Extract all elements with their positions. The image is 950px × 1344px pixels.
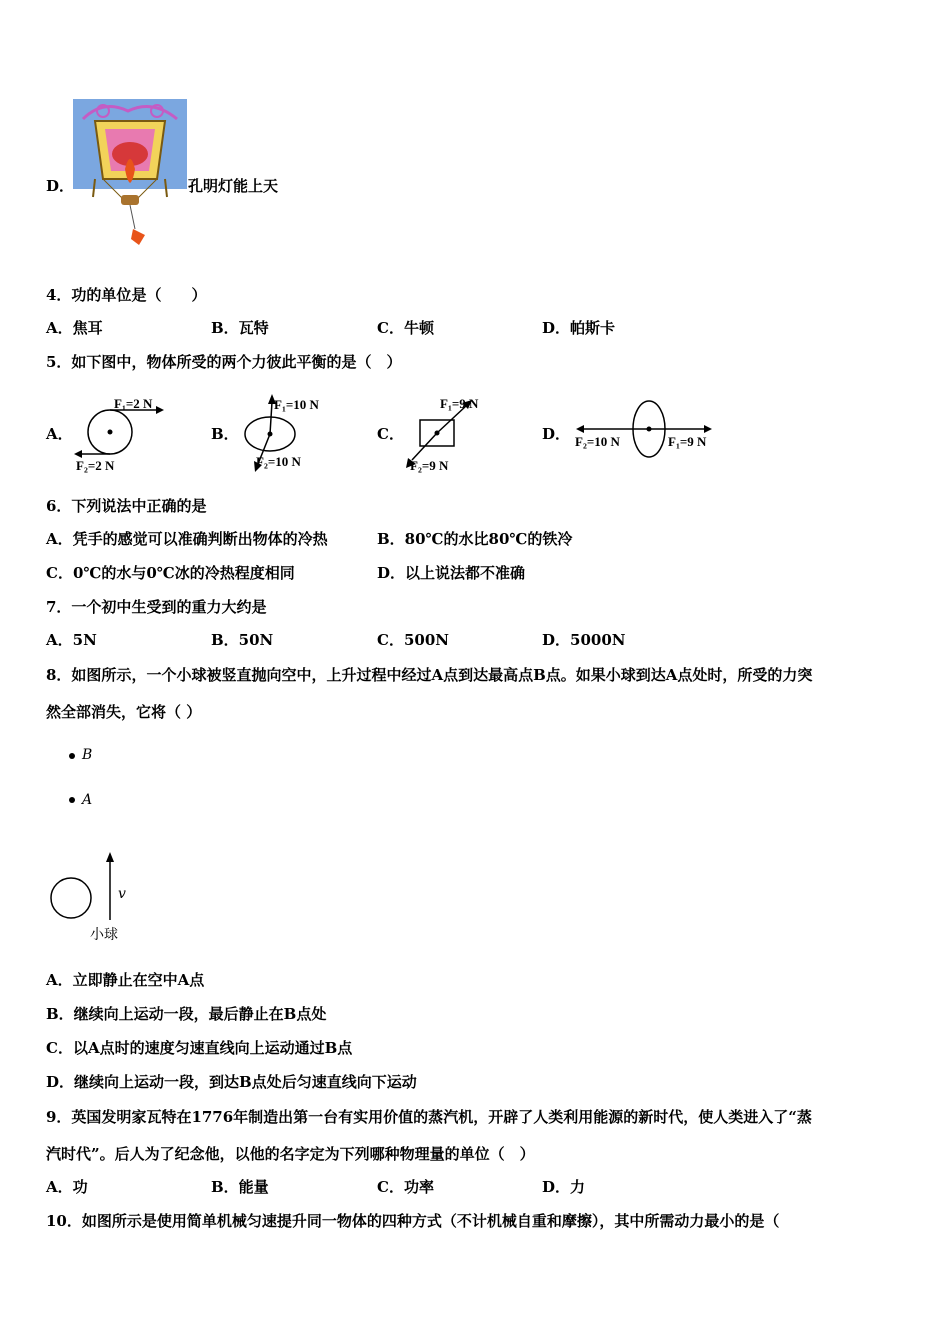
q9-stem-line1: 9．英国发明家瓦特在1776年制造出第一台有实用价值的蒸汽机，开辟了人类利用能源的新时代，使人类进入了“蒸 xyxy=(46,1108,812,1126)
q5-letter-b: B． xyxy=(211,425,239,443)
q5d-f1-label: F₁=9 N xyxy=(668,434,707,449)
q3-option-d-letter: D． xyxy=(46,177,75,195)
q8-point-b-dot xyxy=(69,753,75,759)
q5c-f2-label: F₂=9 N xyxy=(410,458,449,473)
q5-figure-d xyxy=(574,396,724,462)
kongming-lantern-image xyxy=(73,99,187,247)
q7-option-a: A．5N xyxy=(46,631,97,649)
q5d-f2-label: F₂=10 N xyxy=(575,434,620,449)
q7-option-d: D．5000N xyxy=(542,631,626,649)
q8-option-b: B．继续向上运动一段，最后静止在B点处 xyxy=(46,1005,327,1023)
q4-option-b: B．瓦特 xyxy=(211,319,269,337)
q8-point-a-dot xyxy=(69,797,75,803)
q6-option-b: B．80℃的水比80℃的铁冷 xyxy=(377,530,573,548)
q8-option-c: C．以A点时的速度匀速直线向上运动通过B点 xyxy=(46,1039,353,1057)
q6-option-d: D．以上说法都不准确 xyxy=(377,564,526,582)
q3-option-d-text: 孔明灯能上天 xyxy=(188,177,279,195)
q5-stem: 5．如下图中，物体所受的两个力彼此平衡的是（ ） xyxy=(46,353,402,371)
q9-option-b: B．能量 xyxy=(211,1178,269,1196)
q9-option-d: D．力 xyxy=(542,1178,586,1196)
q10-stem: 10．如图所示是使用简单机械匀速提升同一物体的四种方式（不计机械自重和摩擦），其中所需动力最小的是（ xyxy=(46,1212,780,1230)
q5b-f1-arrow xyxy=(270,402,272,434)
q5a-f1-label: F₁=2 N xyxy=(114,396,153,411)
q5-letter-c: C． xyxy=(377,425,404,443)
q9-stem-line2: 汽时代”。后人为了纪念他，以他的名字定为下列哪种物理量的单位（ ） xyxy=(46,1145,535,1163)
q5a-f2-label: F₂=2 N xyxy=(76,458,115,473)
q8-velocity-label: v xyxy=(118,886,126,902)
q4-stem: 4．功的单位是（ ） xyxy=(46,286,207,304)
q5-letter-d: D． xyxy=(542,425,571,443)
q8-stem-line2: 然全部消失，它将（ ） xyxy=(46,703,202,721)
q7-option-b: B．50N xyxy=(211,631,274,649)
q8-option-a: A．立即静止在空中A点 xyxy=(46,971,205,989)
q6-option-a: A．凭手的感觉可以准确判断出物体的冷热 xyxy=(46,530,328,548)
q8-figure xyxy=(44,740,154,950)
q9-option-c: C．功率 xyxy=(377,1178,434,1196)
q6-stem: 6．下列说法中正确的是 xyxy=(46,497,207,515)
q4-option-a: A．焦耳 xyxy=(46,319,103,337)
q8-ball xyxy=(51,878,91,918)
q8-point-b-label: B xyxy=(82,747,93,763)
q4-option-c: C．牛顿 xyxy=(377,319,434,337)
q8-stem-line1: 8．如图所示，一个小球被竖直抛向空中，上升过程中经过A点到达最高点B点。如果小球到达A点处时，所受的力突 xyxy=(46,666,813,684)
q8-ball-label: 小球 xyxy=(90,927,118,943)
q5b-f2-label: F₂=10 N xyxy=(256,454,301,469)
q9-option-a: A．功 xyxy=(46,1178,88,1196)
q6-option-c: C．0℃的水与0℃冰的冷热程度相同 xyxy=(46,564,295,582)
q7-option-c: C．500N xyxy=(377,631,449,649)
q8-point-a-label: A xyxy=(82,792,93,808)
q8-option-d: D．继续向上运动一段，到达B点处后匀速直线向下运动 xyxy=(46,1073,417,1091)
q5b-f1-label: F₁=10 N xyxy=(274,397,319,412)
q4-option-d: D．帕斯卡 xyxy=(542,319,616,337)
q7-stem: 7．一个初中生受到的重力大约是 xyxy=(46,598,267,616)
q5-letter-a: A． xyxy=(46,425,73,443)
q5c-f1-label: F₁=9 N xyxy=(440,396,479,411)
